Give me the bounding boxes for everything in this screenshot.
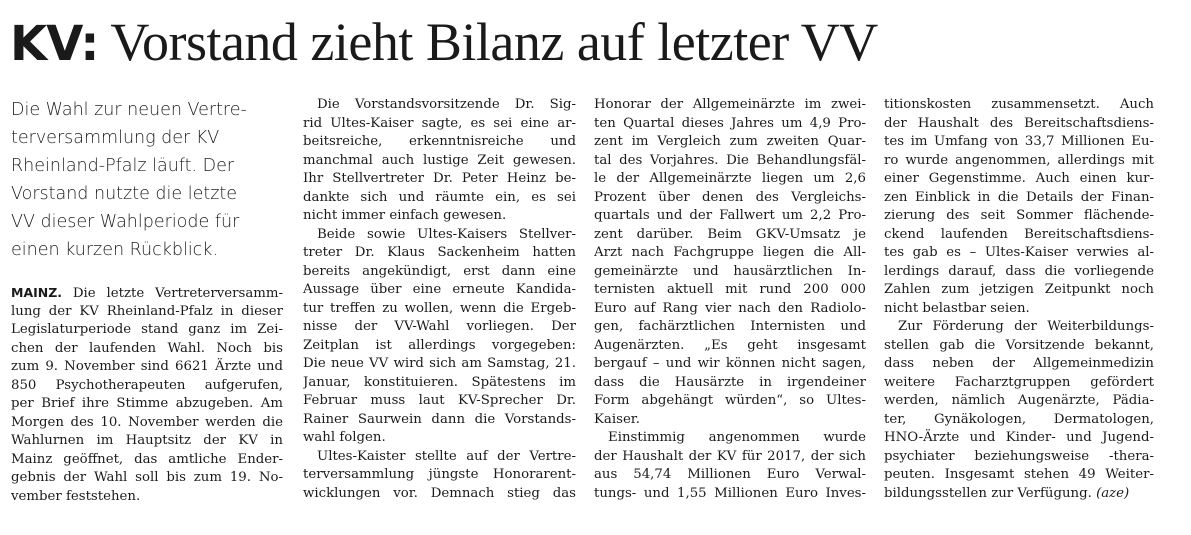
lead-line: einen kurzen Rückblick.	[11, 240, 219, 260]
body-line: nicht belastbar seien.	[884, 300, 1030, 316]
article-lead	[11, 96, 291, 264]
body-line: Euro auf Rang vier nach den Radiolo-	[594, 300, 866, 316]
body-line: weitere Facharztgruppen gefördert	[884, 374, 1154, 390]
body-line: Honorar der Allgemeinärzte im zwei-	[594, 97, 866, 112]
author-initials: (aze)	[1096, 485, 1130, 501]
body-line: ter, Gynäkologen, Dermatologen,	[884, 411, 1154, 427]
body-line: Beide sowie Ultes-Kaisers Stellver-	[317, 226, 576, 242]
headline-title: Vorstand zieht Bilanz auf letzter VV	[110, 12, 878, 72]
body-line: werden, nämlich Augenärzte, Pädia-	[884, 393, 1154, 408]
body-line: zent im Vergleich zum zweiten Quar-	[594, 134, 866, 149]
article-column-2	[303, 96, 576, 503]
body-line: zum 9. November sind 6621 Ärzte und	[11, 359, 283, 374]
body-line: Die neue VV wird sich am Samstag, 21.	[303, 356, 576, 371]
body-line: Mainz geöffnet, das amtliche Ender-	[11, 451, 283, 467]
body-line: Januar, konstituieren. Spätestens im	[303, 374, 576, 390]
lead-line: Rheinland-Pfalz läuft. Der	[11, 156, 235, 176]
body-line: rid Ultes-Kaiser sagte, es sei eine ar-	[303, 115, 576, 131]
body-line: tes im Umfang von 33,7 Millionen Eu-	[884, 134, 1154, 149]
body-line: Wahlurnen im Hauptsitz der KV in	[11, 433, 283, 448]
body-line: Einstimmig angenommen wurde	[608, 430, 866, 445]
body-line: dankte sich und räumte ein, es sei	[303, 189, 576, 205]
body-line: 850 Psychotherapeuten aufgerufen,	[11, 377, 283, 393]
lead-line: VV dieser Wahlperiode für	[11, 212, 240, 232]
lead-line: terversammlung der KV	[11, 128, 220, 148]
body-line: ten Quartal dieses Jahres um 4,9 Pro-	[594, 115, 866, 131]
body-line: gebnis der Wahl soll bis zum 19. No-	[11, 470, 283, 485]
body-line: der Haushalt des Bereitschaftsdiens-	[884, 115, 1154, 131]
body-line: bereits angekündigt, erst dann eine	[303, 263, 576, 279]
body-line: ro wurde angenommen, allerdings mit	[884, 152, 1154, 168]
body-line: per Brief ihre Stimme abzugeben. Am	[11, 396, 283, 411]
article-column-4	[884, 96, 1154, 503]
body-line	[11, 284, 283, 303]
body-line: wicklungen vor. Demnach stieg das	[303, 485, 576, 501]
body-line: zent darüber. Beim GKV-Umsatz je	[594, 226, 866, 242]
article-column-3	[594, 96, 866, 503]
body-line: titionskosten zusammensetzt. Auch	[884, 97, 1154, 112]
body-line: Zur Förderung der Weiterbildungs-	[898, 319, 1154, 334]
body-line	[884, 485, 1154, 504]
body-line: zen Einblick in die Details der Finan-	[884, 189, 1154, 205]
body-line: Prozent über denen des Vergleichs-	[594, 189, 866, 205]
body-line: psychiater beziehungsweise -thera-	[884, 448, 1154, 464]
body-line: terversammlung jüngste Honorarent-	[303, 467, 576, 482]
body-line: Zahlen zum jetzigen Zeitpunkt noch	[884, 282, 1154, 297]
body-line: gemeinärzte und hausärztlichen In-	[594, 263, 866, 279]
body-line: Ultes-Kaister stellte auf der Vertre-	[317, 448, 576, 464]
body-line: Februar muss laut KV-Sprecher Dr.	[303, 393, 576, 408]
body-line: Zeitplan ist allerdings vorgegeben:	[303, 337, 576, 353]
body-line: lung der KV Rheinland-Pfalz in dieser	[11, 303, 283, 319]
body-line: Ihr Stellvertreter Dr. Peter Heinz be-	[303, 171, 576, 186]
body-line: tal des Vorjahres. Die Behandlungsfäl-	[594, 152, 866, 168]
body-line: einer Gegenstimme. Auch einen kur-	[884, 171, 1154, 186]
body-line: Morgen des 10. November werden die	[11, 414, 283, 430]
body-line: Form abgehängt würden“, so Ultes-	[594, 393, 866, 408]
body-line: Rainer Saurwein dann die Vorstands-	[303, 411, 576, 427]
body-line: zierung des seit Sommer flächende-	[884, 208, 1154, 223]
body-line: Augenärzten. „Es geht insgesamt	[594, 337, 866, 353]
body-line: HNO-Ärzte und Kinder- und Jugend-	[884, 430, 1154, 445]
article-headline	[10, 6, 1185, 78]
body-line: dass neben der Allgemeinmedizin	[884, 356, 1154, 371]
lead-line: Vorstand nutzte die letzte	[11, 184, 238, 204]
body-line: Aussage über eine erneute Kandida-	[303, 282, 576, 297]
body-line: chen der laufenden Wahl. Noch bis	[11, 340, 283, 356]
body-line: vember feststehen.	[11, 488, 141, 504]
dateline: MAINZ.	[11, 285, 63, 300]
body-line: bergauf – und wir können nicht sagen,	[594, 356, 866, 371]
body-line: stellen gab die Vorsitzende bekannt,	[884, 337, 1154, 353]
body-line: lerdings darauf, dass die vorliegende	[884, 263, 1154, 279]
lead-line: Die Wahl zur neuen Vertre-	[11, 100, 247, 120]
body-line: dass die Hausärzte in irgendeiner	[594, 374, 866, 390]
body-line: Legislaturperiode stand ganz im Zei-	[11, 322, 283, 337]
body-line: Kaiser.	[594, 411, 640, 427]
body-line: tur treffen zu wollen, wenn die Ergeb-	[303, 300, 576, 316]
body-line: gen, fachärztlichen Internisten und	[594, 319, 866, 334]
body-line: treter Dr. Klaus Sackenheim hatten	[303, 245, 576, 260]
body-line-text: Die letzte Vertreterversamm-	[72, 286, 283, 301]
body-line: quartals und der Fallwert um 2,2 Pro-	[594, 208, 866, 223]
body-line-text: bildungsstellen zur Verfügung.	[884, 485, 1092, 501]
body-line: nicht immer einfach gewesen.	[303, 208, 507, 223]
body-line: peuten. Insgesamt stehen 49 Weiter-	[884, 467, 1154, 482]
body-line: manchmal auch lustige Zeit gewesen.	[303, 152, 576, 168]
body-line: tes gab es – Ultes-Kaiser verwies al-	[884, 245, 1154, 260]
body-line: beitsreiche, erkenntnisreiche und	[303, 134, 576, 149]
article-column-1	[11, 284, 283, 506]
body-line: wahl folgen.	[303, 430, 386, 445]
body-line: Arzt nach Fachgruppe liegen die All-	[594, 245, 866, 260]
body-line: aus 54,74 Millionen Euro Verwal-	[594, 467, 866, 482]
headline-kicker: KV:	[10, 16, 99, 72]
body-line: der Haushalt der KV für 2017, der sich	[594, 448, 866, 464]
body-line: nisse der VV-Wahl vorliegen. Der	[303, 319, 576, 334]
body-line: ckend laufenden Bereitschaftsdiens-	[884, 226, 1154, 242]
body-line: tungs- und 1,55 Millionen Euro Inves-	[594, 485, 866, 501]
body-line: ternisten aktuell mit rund 200 000	[594, 282, 866, 297]
body-line: le der Allgemeinärzte liegen um 2,6	[594, 171, 866, 186]
body-line: Die Vorstandsvorsitzende Dr. Sig-	[317, 97, 576, 112]
